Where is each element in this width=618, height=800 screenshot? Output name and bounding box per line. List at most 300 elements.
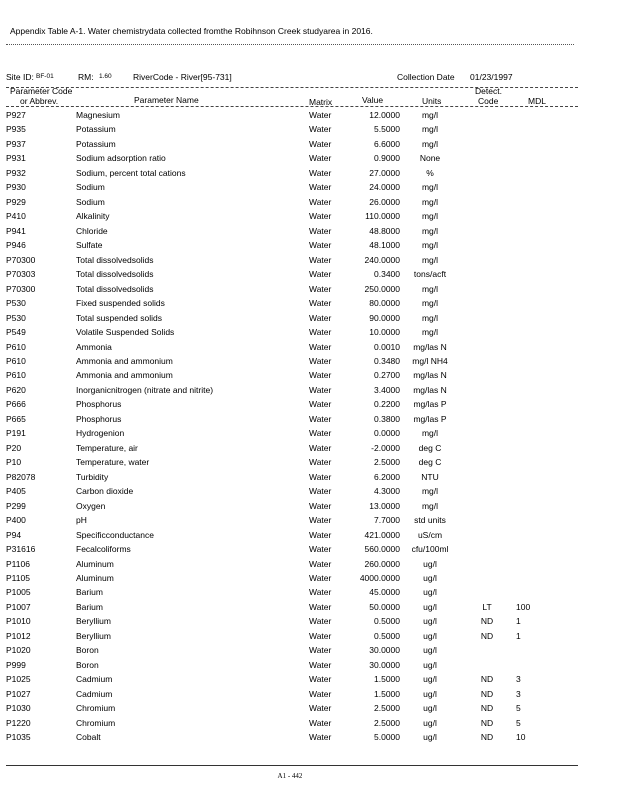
mdl-cell: 100 <box>516 601 531 612</box>
value-cell: 0.0000 <box>374 428 400 439</box>
rm-value: 1.60 <box>99 73 112 80</box>
matrix-cell: Water <box>309 703 332 714</box>
param-name-cell: Sodium, percent total cations <box>76 167 186 178</box>
table-row <box>0 312 618 326</box>
units-cell: std units <box>414 515 446 526</box>
table-row <box>0 615 618 629</box>
param-name-cell: Potassium <box>76 124 116 135</box>
river-code: RiverCode - River[95-731] <box>133 72 232 82</box>
table-row <box>0 644 618 658</box>
value-cell: -2.0000 <box>371 442 400 453</box>
table-row <box>0 586 618 600</box>
units-cell: deg C <box>418 442 442 453</box>
units-cell: mg/l <box>421 182 439 193</box>
param-name-cell: Ammonia <box>76 341 112 352</box>
matrix-cell: Water <box>309 558 332 569</box>
value-cell: 2.5000 <box>374 703 400 714</box>
header-param-code-line1: Parameter Code <box>10 86 73 96</box>
units-cell: mg/l <box>421 327 439 338</box>
table-row <box>0 138 618 152</box>
value-cell: 26.0000 <box>369 196 400 207</box>
param-code-cell: P1010 <box>6 616 31 627</box>
param-code-cell: P927 <box>6 110 26 120</box>
param-code-cell: P299 <box>6 500 26 511</box>
param-name-cell: Alkalinity <box>76 211 110 222</box>
param-code-cell: P1220 <box>6 717 31 728</box>
param-code-cell: P1007 <box>6 601 31 612</box>
mdl-cell: 1 <box>516 630 521 641</box>
matrix-cell: Water <box>309 269 332 280</box>
header-param-name: Parameter Name <box>134 95 199 105</box>
table-row <box>0 558 618 572</box>
param-name-cell: Total suspended solids <box>76 312 163 323</box>
param-name-cell: Sodium adsorption ratio <box>76 153 166 164</box>
table-row <box>0 398 618 412</box>
param-code-cell: P1020 <box>6 645 31 656</box>
matrix-cell: Water <box>309 341 332 352</box>
units-cell: mg/l <box>421 500 439 511</box>
mdl-cell: 3 <box>516 674 521 685</box>
matrix-cell: Water <box>309 298 332 309</box>
units-cell: mg/l <box>421 240 439 251</box>
param-code-cell: P1106 <box>6 558 30 569</box>
param-code-cell: P935 <box>6 124 26 135</box>
table-header <box>0 86 618 108</box>
value-cell: 13.0000 <box>369 500 400 511</box>
matrix-cell: Water <box>309 674 332 685</box>
mdl-cell: 10 <box>516 732 526 743</box>
matrix-cell: Water <box>309 529 332 540</box>
param-name-cell: Temperature, water <box>76 457 150 468</box>
value-cell: 560.0000 <box>364 544 400 555</box>
param-code-cell: P999 <box>6 659 26 670</box>
param-name-cell: Beryllium <box>76 616 111 627</box>
matrix-cell: Water <box>309 196 332 207</box>
table-row <box>0 341 618 355</box>
units-cell: deg C <box>418 457 442 468</box>
param-name-cell: Turbidity <box>76 471 109 482</box>
matrix-cell: Water <box>309 327 332 338</box>
param-code-cell: P932 <box>6 167 26 178</box>
matrix-cell: Water <box>309 110 332 120</box>
param-code-cell: P94 <box>6 529 22 540</box>
table-row <box>0 673 618 687</box>
table-row <box>0 254 618 268</box>
value-cell: 48.8000 <box>369 225 400 236</box>
param-code-cell: P666 <box>6 399 26 410</box>
value-cell: 48.1000 <box>369 240 400 251</box>
units-cell: ug/l <box>423 601 437 612</box>
matrix-cell: Water <box>309 601 332 612</box>
matrix-cell: Water <box>309 312 332 323</box>
param-code-cell: P549 <box>6 327 26 338</box>
table-row <box>0 630 618 644</box>
param-name-cell: Fixed suspended solids <box>76 298 165 309</box>
table-row <box>0 442 618 456</box>
param-code-cell: P665 <box>6 413 26 424</box>
value-cell: 45.0000 <box>369 587 400 598</box>
units-cell: ug/l <box>423 674 437 685</box>
matrix-cell: Water <box>309 645 332 656</box>
param-name-cell: Total dissolvedsolids <box>76 254 154 265</box>
detect-code-cell: ND <box>480 717 494 728</box>
header-param-code-line2: or Abbrev. <box>20 96 59 106</box>
mdl-cell: 5 <box>516 703 521 714</box>
param-code-cell: P941 <box>6 225 26 236</box>
param-name-cell: Aluminum <box>76 573 114 583</box>
header-detect-line1: Detect. <box>475 86 502 96</box>
matrix-cell: Water <box>309 500 332 511</box>
matrix-cell: Water <box>309 544 332 555</box>
site-info-row <box>6 72 576 84</box>
value-cell: 50.0000 <box>369 601 400 612</box>
detect-code-cell: ND <box>480 732 494 743</box>
param-name-cell: Temperature, air <box>76 442 138 453</box>
data-table-body <box>0 109 618 746</box>
header-units: Units <box>422 96 442 106</box>
param-code-cell: P70300 <box>6 283 36 294</box>
footer-rule <box>6 765 578 766</box>
param-name-cell: Cobalt <box>76 732 101 743</box>
value-cell: 27.0000 <box>369 167 400 178</box>
table-row <box>0 529 618 543</box>
units-cell: ug/l <box>423 645 437 656</box>
table-row <box>0 109 618 123</box>
units-cell: mg/l <box>421 211 439 222</box>
units-cell: ug/l <box>423 659 437 670</box>
value-cell: 3.4000 <box>374 384 400 395</box>
table-row <box>0 167 618 181</box>
param-code-cell: P610 <box>6 341 26 352</box>
param-name-cell: Chromium <box>76 717 116 728</box>
mdl-cell: 5 <box>516 717 521 728</box>
value-cell: 0.3800 <box>374 413 400 424</box>
matrix-cell: Water <box>309 457 332 468</box>
detect-code-cell: ND <box>480 674 494 685</box>
param-name-cell: Boron <box>76 659 99 670</box>
param-name-cell: Beryllium <box>76 630 111 641</box>
site-id-value: BF-01 <box>36 73 54 80</box>
param-code-cell: P937 <box>6 138 26 149</box>
table-row <box>0 514 618 528</box>
value-cell: 0.5000 <box>374 630 400 641</box>
param-name-cell: Sodium <box>76 182 105 193</box>
value-cell: 6.6000 <box>374 138 400 149</box>
table-row <box>0 239 618 253</box>
units-cell: uS/cm <box>417 529 443 540</box>
table-row <box>0 196 618 210</box>
table-row <box>0 659 618 673</box>
units-cell: tons/acft <box>413 269 447 280</box>
param-code-cell: P82078 <box>6 471 36 482</box>
detect-code-cell: ND <box>480 616 494 627</box>
matrix-cell: Water <box>309 254 332 265</box>
units-cell: mg/l <box>421 110 439 120</box>
param-name-cell: Specificconductance <box>76 529 154 540</box>
param-name-cell: Volatile Suspended Solids <box>76 327 175 338</box>
units-cell: ug/l <box>423 573 437 583</box>
param-name-cell: Sulfate <box>76 240 103 251</box>
param-name-cell: Inorganicnitrogen (nitrate and nitrite) <box>76 384 214 395</box>
mdl-cell: 1 <box>516 616 521 627</box>
page-number: A1 - 442 <box>277 772 303 780</box>
value-cell: 6.2000 <box>374 471 400 482</box>
param-code-cell: P1005 <box>6 587 31 598</box>
param-code-cell: P610 <box>6 355 26 366</box>
value-cell: 0.5000 <box>374 616 400 627</box>
matrix-cell: Water <box>309 428 332 439</box>
param-code-cell: P410 <box>6 211 26 222</box>
value-cell: 0.9000 <box>374 153 400 164</box>
detect-code-cell: ND <box>480 630 494 641</box>
value-cell: 4.3000 <box>374 486 400 497</box>
table-row <box>0 210 618 224</box>
value-cell: 1.5000 <box>374 688 400 699</box>
table-row <box>0 717 618 731</box>
value-cell: 5.5000 <box>374 124 400 135</box>
units-cell: % <box>426 167 434 178</box>
matrix-cell: Water <box>309 573 332 583</box>
matrix-cell: Water <box>309 370 332 381</box>
matrix-cell: Water <box>309 124 332 135</box>
param-name-cell: Total dissolvedsolids <box>76 283 154 294</box>
matrix-cell: Water <box>309 399 332 410</box>
param-code-cell: P931 <box>6 153 26 164</box>
matrix-cell: Water <box>309 688 332 699</box>
param-code-cell: P70300 <box>6 254 36 265</box>
table-row <box>0 702 618 716</box>
units-cell: ug/l <box>423 587 437 598</box>
matrix-cell: Water <box>309 240 332 251</box>
matrix-cell: Water <box>309 732 332 743</box>
param-name-cell: Magnesium <box>76 110 120 120</box>
matrix-cell: Water <box>309 355 332 366</box>
table-row <box>0 152 618 166</box>
param-name-cell: Potassium <box>76 138 116 149</box>
mdl-cell: 3 <box>516 688 521 699</box>
param-name-cell: Fecalcoliforms <box>76 544 131 555</box>
param-name-cell: Ammonia and ammonium <box>76 370 173 381</box>
param-name-cell: Phosphorus <box>76 413 122 424</box>
param-name-cell: Barium <box>76 587 103 598</box>
param-name-cell: Sodium <box>76 196 105 207</box>
matrix-cell: Water <box>309 471 332 482</box>
detect-code-cell: LT <box>482 601 492 612</box>
table-row <box>0 427 618 441</box>
param-name-cell: Hydrogenion <box>76 428 125 439</box>
table-title: Appendix Table A-1. Water chemistrydata collected fromthe Robihnson Creek studyarea in 2016. <box>10 26 373 36</box>
value-cell: 5.0000 <box>374 732 400 743</box>
value-cell: 0.3480 <box>374 355 400 366</box>
header-bottom-rule <box>6 106 578 107</box>
detect-code-cell: ND <box>480 688 494 699</box>
table-row <box>0 731 618 745</box>
units-cell: ug/l <box>423 688 437 699</box>
table-row <box>0 181 618 195</box>
param-code-cell: P31616 <box>6 544 36 555</box>
value-cell: 12.0000 <box>369 110 400 120</box>
collection-date-label: Collection Date <box>397 72 455 82</box>
site-id-label: Site ID: <box>6 72 34 82</box>
param-code-cell: P530 <box>6 298 26 309</box>
param-code-cell: P191 <box>6 428 26 439</box>
param-name-cell: pH <box>76 515 87 526</box>
matrix-cell: Water <box>309 659 332 670</box>
units-cell: cfu/100ml <box>411 544 449 555</box>
units-cell: ug/l <box>423 616 437 627</box>
value-cell: 0.2200 <box>374 399 400 410</box>
units-cell: mg/las N <box>413 341 447 352</box>
table-row <box>0 500 618 514</box>
units-cell: mg/l <box>421 298 439 309</box>
units-cell: mg/l <box>421 312 439 323</box>
table-row <box>0 688 618 702</box>
param-code-cell: P400 <box>6 515 26 526</box>
value-cell: 240.0000 <box>364 254 400 265</box>
value-cell: 0.2700 <box>374 370 400 381</box>
table-row <box>0 297 618 311</box>
param-name-cell: Boron <box>76 645 99 656</box>
units-cell: mg/l <box>421 254 439 265</box>
param-code-cell: P1012 <box>6 630 31 641</box>
matrix-cell: Water <box>309 153 332 164</box>
matrix-cell: Water <box>309 167 332 178</box>
table-row <box>0 601 618 615</box>
units-cell: mg/l NH4 <box>412 355 448 366</box>
value-cell: 2.5000 <box>374 717 400 728</box>
value-cell: 0.0010 <box>374 341 400 352</box>
header-matrix: Matrix <box>309 97 333 107</box>
value-cell: 2.5000 <box>374 457 400 468</box>
param-name-cell: Oxygen <box>76 500 106 511</box>
value-cell: 7.7000 <box>374 515 400 526</box>
param-name-cell: Total dissolvedsolids <box>76 269 154 280</box>
units-cell: ug/l <box>423 703 437 714</box>
param-code-cell: P610 <box>6 370 26 381</box>
units-cell: mg/las N <box>413 384 447 395</box>
param-code-cell: P20 <box>6 442 22 453</box>
value-cell: 1.5000 <box>374 674 400 685</box>
units-cell: mg/l <box>421 283 439 294</box>
table-row <box>0 225 618 239</box>
detect-code-cell: ND <box>480 703 494 714</box>
matrix-cell: Water <box>309 616 332 627</box>
header-mdl: MDL <box>528 96 546 106</box>
param-name-cell: Aluminum <box>76 558 114 569</box>
param-name-cell: Chromium <box>76 703 116 714</box>
value-cell: 30.0000 <box>369 659 400 670</box>
units-cell: None <box>419 153 441 164</box>
param-code-cell: P10 <box>6 457 22 468</box>
units-cell: ug/l <box>423 630 437 641</box>
table-row <box>0 456 618 470</box>
value-cell: 110.0000 <box>365 211 400 222</box>
table-row <box>0 123 618 137</box>
param-code-cell: P1027 <box>6 688 31 699</box>
param-code-cell: P620 <box>6 384 26 395</box>
table-row <box>0 471 618 485</box>
matrix-cell: Water <box>309 283 332 294</box>
value-cell: 30.0000 <box>369 645 400 656</box>
value-cell: 260.0000 <box>364 558 400 569</box>
param-name-cell: Ammonia and ammonium <box>76 355 173 366</box>
units-cell: mg/las P <box>413 399 447 410</box>
param-code-cell: P1025 <box>6 674 31 685</box>
matrix-cell: Water <box>309 225 332 236</box>
param-name-cell: Cadmium <box>76 688 113 699</box>
matrix-cell: Water <box>309 515 332 526</box>
param-code-cell: P1035 <box>6 732 31 743</box>
matrix-cell: Water <box>309 413 332 424</box>
value-cell: 0.3400 <box>374 269 400 280</box>
header-detect-line2: Code <box>478 96 499 106</box>
matrix-cell: Water <box>309 138 332 149</box>
param-name-cell: Carbon dioxide <box>76 486 134 497</box>
param-name-cell: Chloride <box>76 225 108 236</box>
units-cell: mg/l <box>421 225 439 236</box>
matrix-cell: Water <box>309 442 332 453</box>
param-code-cell: P946 <box>6 240 26 251</box>
matrix-cell: Water <box>309 717 332 728</box>
param-code-cell: P930 <box>6 182 26 193</box>
matrix-cell: Water <box>309 587 332 598</box>
table-row <box>0 413 618 427</box>
param-code-cell: P1030 <box>6 703 31 714</box>
units-cell: mg/las P <box>413 413 447 424</box>
value-cell: 90.0000 <box>369 312 400 323</box>
table-row <box>0 268 618 282</box>
table-row <box>0 543 618 557</box>
units-cell: mg/l <box>421 196 439 207</box>
value-cell: 421.0000 <box>364 529 400 540</box>
param-code-cell: P530 <box>6 312 26 323</box>
units-cell: ug/l <box>423 717 437 728</box>
matrix-cell: Water <box>309 211 332 222</box>
table-row <box>0 355 618 369</box>
header-value: Value <box>362 95 384 105</box>
param-code-cell: P405 <box>6 486 26 497</box>
value-cell: 80.0000 <box>369 298 400 309</box>
table-row <box>0 485 618 499</box>
value-cell: 24.0000 <box>369 182 400 193</box>
table-row <box>0 326 618 340</box>
rm-label: RM: <box>78 72 94 82</box>
units-cell: mg/las N <box>413 370 447 381</box>
matrix-cell: Water <box>309 630 332 641</box>
param-name-cell: Phosphorus <box>76 399 122 410</box>
table-row <box>0 283 618 297</box>
param-code-cell: P929 <box>6 196 26 207</box>
value-cell: 4000.0000 <box>359 573 400 583</box>
table-row <box>0 384 618 398</box>
param-code-cell: P70303 <box>6 269 36 280</box>
units-cell: ug/l <box>423 732 437 743</box>
table-row <box>0 369 618 383</box>
matrix-cell: Water <box>309 384 332 395</box>
collection-date-value: 01/23/1997 <box>470 72 513 82</box>
value-cell: 10.0000 <box>369 327 400 338</box>
param-name-cell: Cadmium <box>76 674 113 685</box>
table-row <box>0 572 618 586</box>
units-cell: mg/l <box>421 486 439 497</box>
matrix-cell: Water <box>309 182 332 193</box>
units-cell: mg/l <box>421 124 439 135</box>
units-cell: mg/l <box>421 138 439 149</box>
title-divider <box>6 44 574 45</box>
param-name-cell: Barium <box>76 601 103 612</box>
value-cell: 250.0000 <box>364 283 400 294</box>
units-cell: ug/l <box>423 558 437 569</box>
